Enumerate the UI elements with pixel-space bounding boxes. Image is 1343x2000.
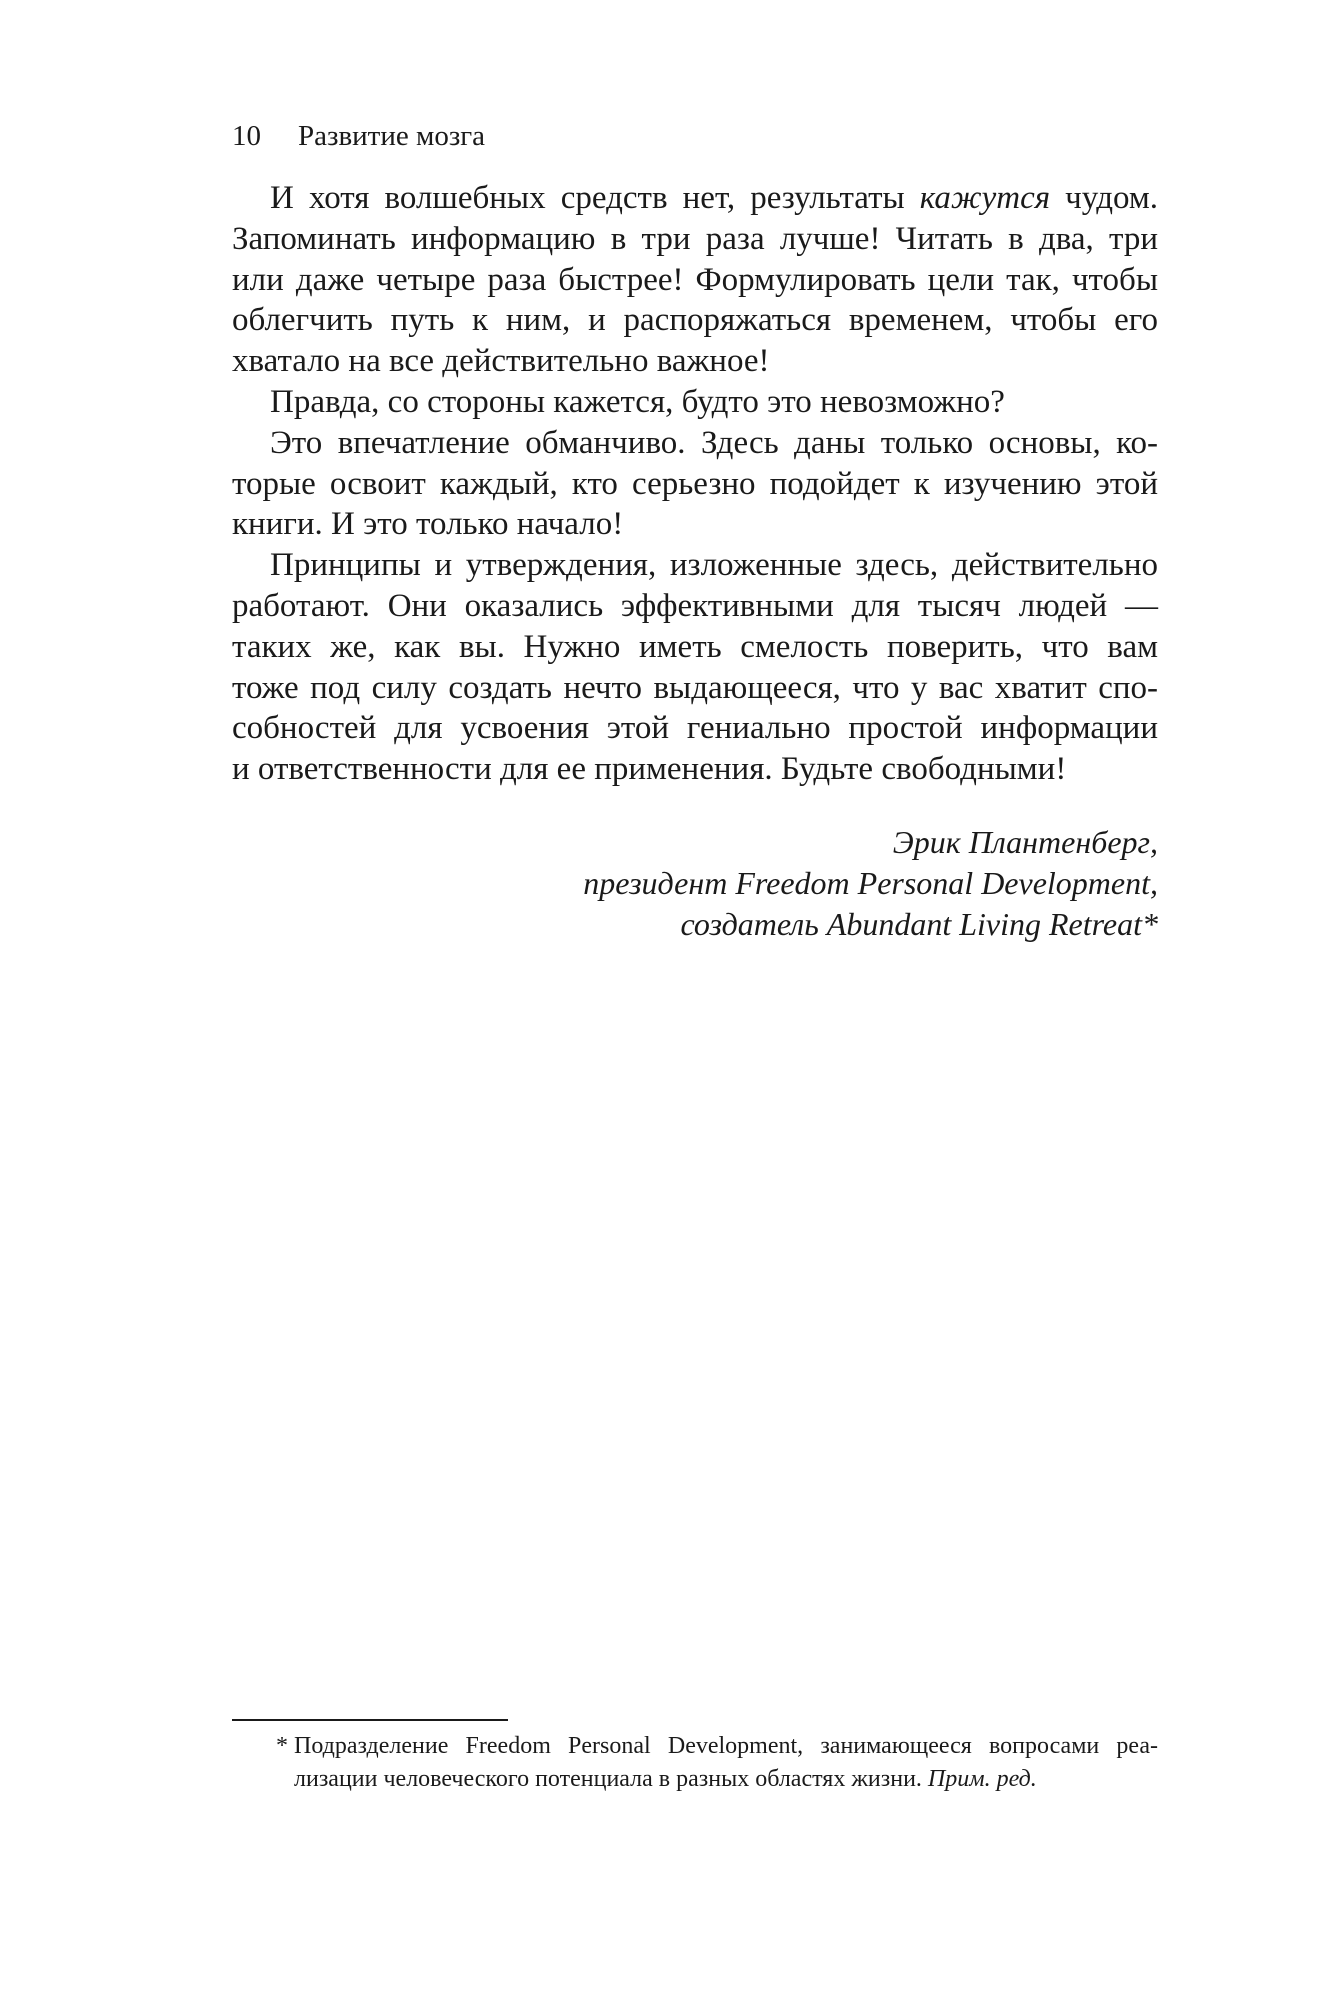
footnote-divider [232, 1719, 508, 1721]
paragraph-1-line-1-end: чудом. [1050, 180, 1158, 216]
signature-title: президент Freedom Personal Development, [583, 865, 1158, 901]
paragraph-1-line-2: Запоминать информацию в три раза лучше! Читать в два, три [232, 220, 1158, 257]
paragraph-1-line-1 [232, 178, 1158, 219]
paragraph-1-line-5: хватало на все действительно важное! [232, 343, 770, 380]
signature-role: создатель Abundant Living Retreat* [680, 906, 1158, 942]
emphasis-text: кажутся [919, 180, 1051, 216]
signature [232, 822, 1158, 945]
paragraph-4-line-4: тоже под силу создать нечто выдающееся, что у вас хватит спо- [232, 669, 1158, 706]
page-number: 10 [232, 120, 261, 152]
paragraph-4-line-2: работают. Они оказались эффективными для тысяч людей — [232, 587, 1158, 624]
book-title: Развитие мозга [298, 120, 486, 152]
editor-note: Прим. ред. [927, 1766, 1037, 1792]
body-text [232, 178, 1158, 790]
paragraph-1-line-4: облегчить путь к ним, и распоряжаться временем, чтобы его [232, 302, 1158, 339]
footnote-line-1 [232, 1730, 1158, 1763]
paragraph-3-line-3: книги. И это только начало! [232, 506, 624, 543]
footnote-line-2-text: лизации человеческого потенциала в разных областях жизни. [294, 1766, 928, 1792]
paragraph-4-line-6: и ответственности для ее применения. Будьте свободными! [232, 751, 1067, 788]
paragraph-1-line-3: или даже четыре раза быстрее! Формулировать цели так, чтобы [232, 261, 1158, 298]
footnote-line-1-text: Подразделение Freedom Personal Development, занимающееся вопросами реа- [294, 1733, 1158, 1759]
paragraph-4-line-1: Принципы и утверждения, изложенные здесь, действительно [270, 547, 1158, 584]
footnote-mark: * [276, 1733, 288, 1759]
paragraph-4-line-3: таких же, как вы. Нужно иметь смелость поверить, что вам [232, 628, 1158, 665]
paragraph-1-line-1-start: И хотя волшебных средств нет, результаты [270, 180, 920, 216]
running-head [232, 116, 485, 156]
footnote [232, 1730, 1158, 1796]
signature-name: Эрик Плантенберг, [892, 824, 1158, 860]
paragraph-3-line-1: Это впечатление обманчиво. Здесь даны только основы, ко- [270, 424, 1158, 461]
paragraph-3-line-2: торые освоит каждый, кто серьезно подойдет к изучению этой [232, 465, 1158, 502]
paragraph-4-line-5: собностей для усвоения этой гениально простой информации [232, 710, 1158, 747]
paragraph-2-line-1: Правда, со стороны кажется, будто это невозможно? [270, 383, 1005, 420]
footnote-line-2 [232, 1763, 1158, 1796]
